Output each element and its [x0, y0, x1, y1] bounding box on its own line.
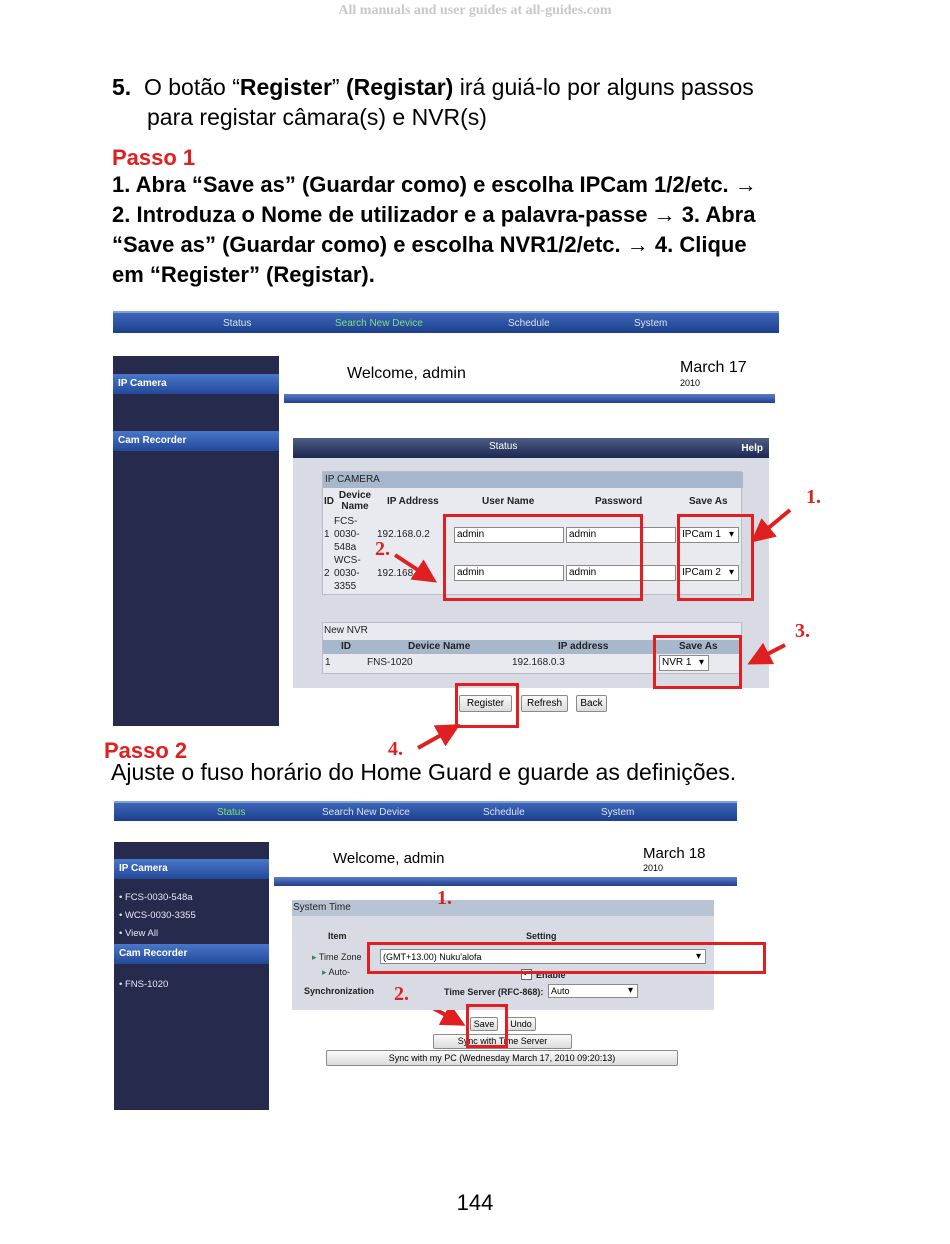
row1-ip: 192.168.0.2	[377, 529, 430, 540]
date-month: March 17	[680, 359, 747, 376]
synchronization-label: Synchronization	[304, 986, 375, 996]
header2-divider	[274, 877, 737, 886]
nvr-col-id: ID	[341, 641, 351, 652]
register-button[interactable]: Register	[459, 695, 512, 712]
menu2-status[interactable]: Status	[217, 807, 246, 818]
row1-password-input[interactable]: admin	[566, 527, 676, 543]
sidebar-ip-camera[interactable]: IP Camera	[113, 374, 279, 394]
nvr-row-ip: 192.168.0.3	[512, 657, 565, 668]
menu-search-new-device[interactable]: Search New Device	[335, 318, 423, 329]
highlight-time-zone	[367, 942, 766, 974]
auto-label-text: Auto-	[328, 967, 351, 977]
row1-username-input[interactable]: admin	[454, 527, 564, 543]
col-device-name: Device Name	[338, 490, 372, 512]
row2-password-input[interactable]: admin	[566, 565, 676, 581]
intro-text-a: O botão “	[143, 74, 240, 100]
menu-schedule[interactable]: Schedule	[508, 318, 550, 329]
row1-name-1: FCS-	[334, 516, 358, 527]
passo-1-heading: Passo 1	[112, 145, 196, 170]
time-server-select[interactable]: Auto ▾	[548, 984, 638, 998]
sidebar2-ip-camera[interactable]: IP Camera	[114, 859, 269, 879]
annotation2-2: 2.	[394, 983, 409, 1005]
sidebar2-cam-2[interactable]: • WCS-0030-3355	[119, 910, 196, 921]
nvr-col-ip-address: IP address	[558, 641, 609, 652]
auto-sync-label: ▸ Auto-	[322, 967, 351, 977]
row2-save-as-select[interactable]: IPCam 2 ▾	[679, 565, 739, 581]
row2-id: 2	[324, 568, 330, 579]
help-link[interactable]: Help	[741, 443, 763, 454]
row2-name-3: 3355	[334, 581, 357, 592]
menu2-search-new-device[interactable]: Search New Device	[322, 807, 410, 818]
passo-1-line-4: em “Register” (Registar).	[112, 262, 375, 287]
menu-system[interactable]: System	[634, 318, 668, 329]
passo-2-text: Ajuste o fuso horário do Home Guard e guarde as definições.	[111, 759, 737, 785]
back-button[interactable]: Back	[576, 695, 607, 712]
sidebar2-view-all[interactable]: • View All	[119, 928, 159, 939]
refresh-button[interactable]: Refresh	[521, 695, 568, 712]
col-item: Item	[328, 931, 347, 941]
intro-text-b: ”	[331, 74, 346, 100]
ipcam-section-title: IP CAMERA	[323, 472, 743, 488]
shot2-sidebar	[114, 842, 269, 1110]
sidebar2-cam-recorder[interactable]: Cam Recorder	[114, 944, 269, 964]
row1-save-as-select[interactable]: IPCam 1 ▾	[679, 527, 739, 543]
annotation-1: 1.	[806, 486, 821, 508]
annotation-4: 4.	[388, 738, 403, 760]
annotation-3: 3.	[795, 620, 810, 642]
watermark: All manuals and user guides at all-guides.com	[338, 3, 612, 18]
intro-number: 5.	[112, 74, 132, 100]
intro-registar: (Registar)	[345, 74, 454, 100]
sync-my-pc-button[interactable]: Sync with my PC (Wednesday March 17, 2010 09:20:13)	[326, 1050, 678, 1066]
nvr-row-id: 1	[325, 657, 331, 668]
nvr-col-device-name: Device Name	[408, 641, 471, 652]
time-zone-label-text: Time Zone	[318, 952, 362, 962]
row1-id: 1	[324, 529, 330, 540]
col-user-name: User Name	[482, 496, 535, 507]
row1-name-3: 548a	[334, 542, 357, 553]
arrow-1	[760, 510, 790, 535]
menu-status[interactable]: Status	[223, 318, 252, 329]
nvr-section-title: New NVR	[324, 625, 368, 636]
sidebar2-cam-1[interactable]: • FCS-0030-548a	[119, 892, 193, 903]
nvr-save-as-select[interactable]: NVR 1 ▾	[659, 655, 709, 671]
passo-1-line-3: “Save as” (Guardar como) e escolha NVR1/2/etc. → 4. Clique	[112, 232, 747, 257]
intro-text-c: irá guiá-lo por alguns passos	[453, 74, 754, 100]
save-button[interactable]: Save	[470, 1017, 498, 1031]
arrow-4	[418, 730, 450, 748]
passo-2-heading: Passo 2	[104, 738, 188, 763]
row2-name-2: 0030-	[334, 568, 360, 579]
row2-username-input[interactable]: admin	[454, 565, 564, 581]
time-zone-select[interactable]: (GMT+13.00) Nuku'alofa ▾	[380, 949, 706, 964]
sidebar2-nvr[interactable]: • FNS-1020	[119, 979, 169, 990]
row2-name-1: WCS-	[334, 555, 361, 566]
shot2-top-menu	[114, 801, 737, 821]
welcome2-text: Welcome, admin	[333, 850, 445, 867]
date-year: 2010	[680, 378, 701, 388]
sidebar-cam-recorder[interactable]: Cam Recorder	[113, 431, 279, 451]
nvr-row-name: FNS-1020	[367, 657, 413, 668]
annotation-2: 2.	[375, 538, 390, 560]
menu2-schedule[interactable]: Schedule	[483, 807, 525, 818]
system-time-title: System Time	[293, 902, 351, 913]
time-server-label: Time Server (RFC-868):	[444, 987, 544, 997]
enable-label: Enable	[536, 970, 566, 980]
nvr-col-save-as: Save As	[679, 641, 718, 652]
menu2-system[interactable]: System	[601, 807, 635, 818]
date2-month: March 18	[643, 845, 706, 862]
status-title: Status	[489, 441, 518, 452]
page-number: 144	[456, 1190, 494, 1215]
intro-register: Register	[239, 74, 332, 100]
system-time-header	[292, 900, 714, 916]
arrow-2	[395, 555, 427, 576]
row1-name-2: 0030-	[334, 529, 360, 540]
highlight-save	[466, 1004, 508, 1048]
undo-button[interactable]: Undo	[506, 1017, 536, 1031]
enable-checkbox[interactable]: ✓	[521, 969, 532, 980]
col-ip-address: IP Address	[387, 496, 439, 507]
passo-1-line-2: 2. Introduza o Nome de utilizador e a palavra-passe → 3. Abra	[112, 202, 756, 227]
sync-time-server-button[interactable]: Sync with Time Server	[433, 1034, 572, 1049]
welcome-text: Welcome, admin	[347, 365, 466, 382]
arrow-3	[758, 645, 785, 659]
row2-ip: 192.168.	[377, 568, 416, 579]
col-id: ID	[324, 496, 334, 507]
intro-line-2: para registar câmara(s) e NVR(s)	[147, 104, 487, 130]
col-password: Password	[595, 496, 643, 507]
time-zone-label: ▸ Time Zone	[312, 952, 362, 962]
col-setting: Setting	[526, 931, 557, 941]
annotation2-1: 1.	[437, 887, 452, 909]
passo-1-line-1: 1. Abra “Save as” (Guardar como) e escolha IPCam 1/2/etc. →	[112, 172, 757, 197]
col-save-as: Save As	[689, 496, 728, 507]
date2-year: 2010	[643, 863, 664, 873]
